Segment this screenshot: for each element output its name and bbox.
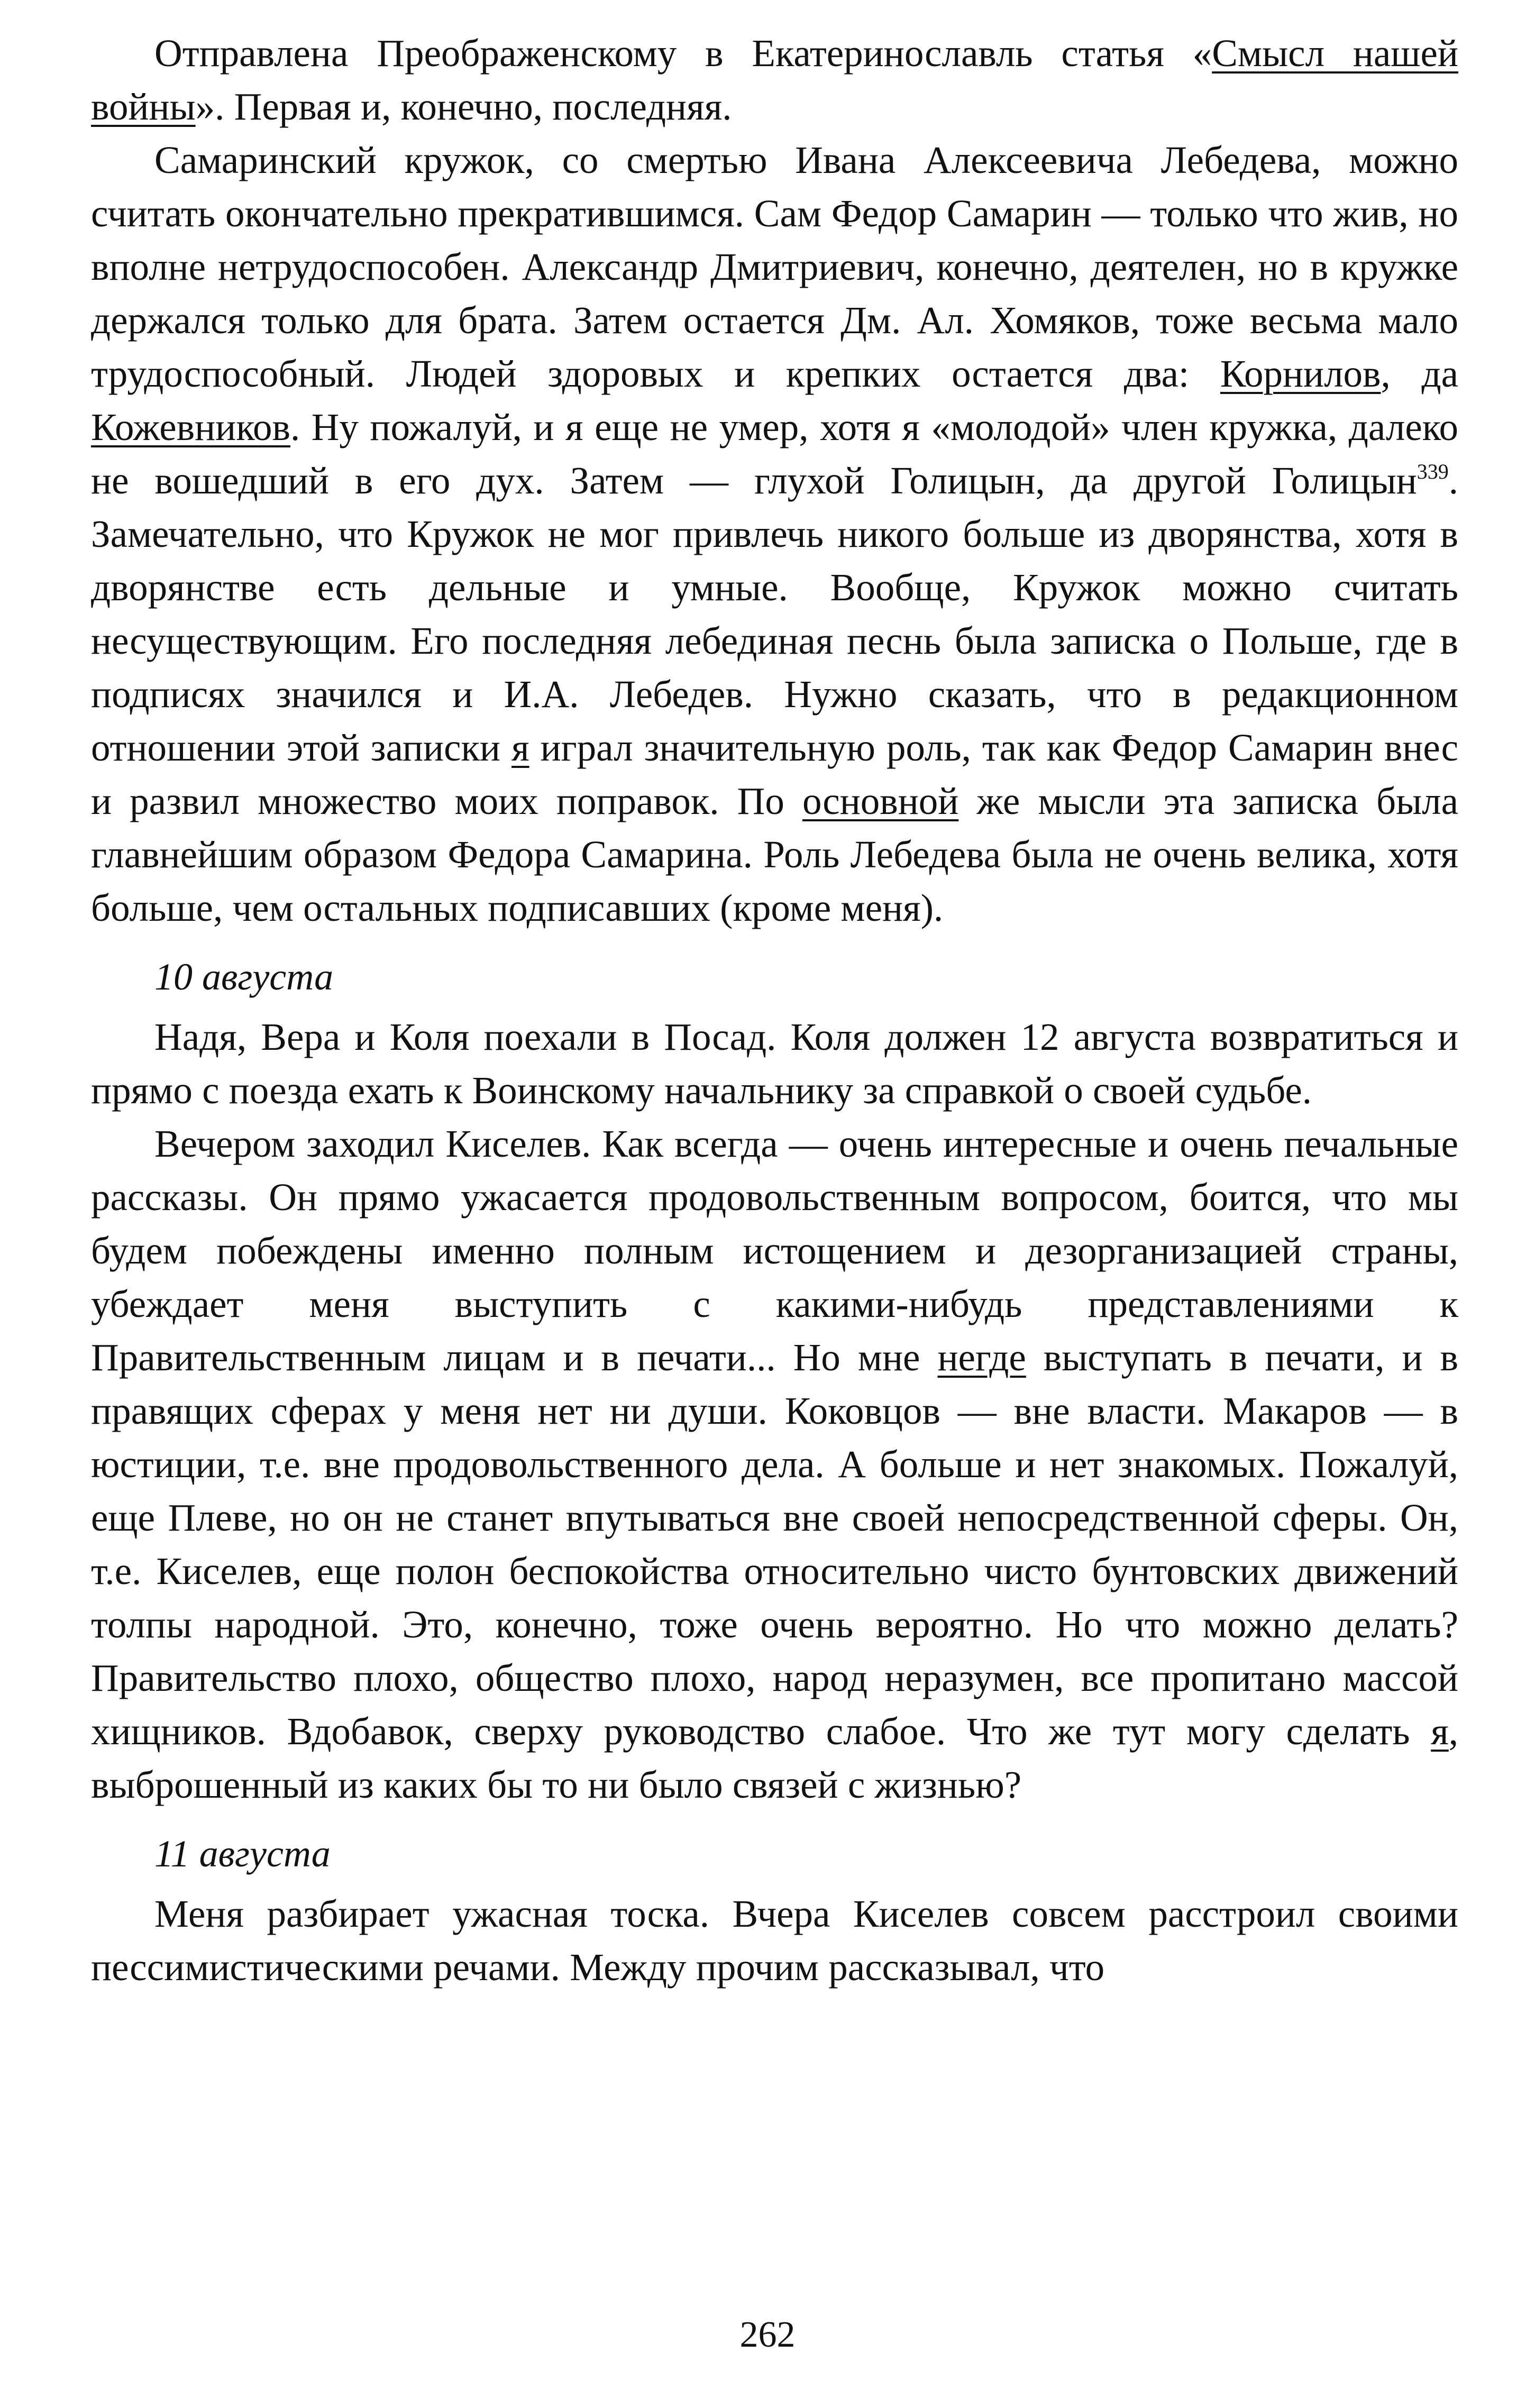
page-number: 262	[739, 2314, 796, 2355]
text-run: выступать в печати, и в правящих сферах у меня нет ни души. Коковцов — вне власти. Макаров — в юстиции, т.е. вне продовольственного дела. А больше и нет знакомых. Пожалуй, еще Плеве, но он не станет впутываться вне своей непосредственной сферы. Он, т.е. Киселев, еще полон беспокойства относительно чисто бунтовских движений толпы народной. Это, конечно, тоже очень вероятно. Но что можно делать? Правительство плохо, общество плохо, народ неразумен, все пропитано массой хищников. Вдобавок, сверху руководство слабое. Что же тут могу сделать	[91, 1336, 1458, 1753]
underlined-text: негде	[937, 1336, 1026, 1379]
text-run: Самаринский кружок, со смертью Ивана Алексеевича Лебедева, можно считать окончательно прекратившимся. Сам Федор Самарин — только что жив, но вполне нетрудоспособен. Александр Дмитриевич, конечно, деятелен, но в кружке держался только для брата. Затем остается Дм. Ал. Хомяков, тоже весьма мало трудоспособный. Людей здоровых и крепких остается два:	[91, 139, 1458, 395]
underlined-text: основной	[802, 780, 959, 822]
footnote-marker: 339	[1417, 460, 1449, 483]
underlined-text: я	[511, 726, 529, 769]
paragraph-article-sent	[91, 26, 1458, 133]
text-run: играл значительную роль, так как Федор Самарин внес и развил множество моих поправок. По	[91, 726, 1458, 822]
underlined-text: Смысл нашей войны	[91, 32, 1458, 128]
page-body	[91, 26, 1458, 1994]
text-run: . Замечательно, что Кружок не мог привлечь никого больше из дворянства, хотя в дворянстве есть дельные и умные. Вообще, Кружок можно считать несуществующим. Его последняя лебединая песнь была записка о Польше, где в подписях значился и И.А. Лебедев. Нужно сказать, что в редакционном отношении этой записки	[91, 459, 1458, 769]
paragraph-melancholy: Меня разбирает ужасная тоска. Вчера Киселев совсем расстроил своими пессимистическими речами. Между прочим рассказывал, что	[91, 1892, 1458, 1989]
text-run: . Ну пожалуй, и я еще не умер, хотя я «молодой» член кружка, далеко не вошедший в его дух. Затем — глухой Голицын, да другой Голицын	[91, 406, 1458, 502]
diary-date-heading: 11 августа	[154, 1833, 331, 1875]
text-run: , да	[1381, 352, 1458, 395]
underlined-text: Корнилов	[1220, 352, 1381, 395]
underlined-text: я	[1431, 1710, 1449, 1753]
paragraph-samarin-circle	[91, 133, 1458, 935]
text-run: Отправлена Преображенскому в Екатеринославль статья «	[154, 32, 1212, 75]
text-run: , выброшенный из каких бы то ни было связей с жизнью?	[91, 1710, 1458, 1806]
underlined-text: Кожевников	[91, 406, 290, 448]
text-run: же мысли эта записка была главнейшим образом Федора Самарина. Роль Лебедева была не очень велика, хотя больше, чем остальных подписавших (кроме меня).	[91, 780, 1458, 929]
paragraph-trip-posad: Надя, Вера и Коля поехали в Посад. Коля должен 12 августа возвратиться и прямо с поезда ехать к Воинскому начальнику за справкой о своей судьбе.	[91, 1015, 1458, 1112]
diary-date-heading: 10 августа	[154, 956, 334, 998]
paragraph-kiselev-visit	[91, 1117, 1458, 1811]
text-run: Вечером заходил Киселев. Как всегда — очень интересные и очень печальные рассказы. Он прямо ужасается продовольственным вопросом, боится, что мы будем побеждены именно полным истощением и дезорганизацией страны, убеждает меня выступить с какими-нибудь представлениями к Правительственным лицам и в печати... Но мне	[91, 1122, 1458, 1379]
text-run: ». Первая и, конечно, последняя.	[195, 85, 732, 128]
